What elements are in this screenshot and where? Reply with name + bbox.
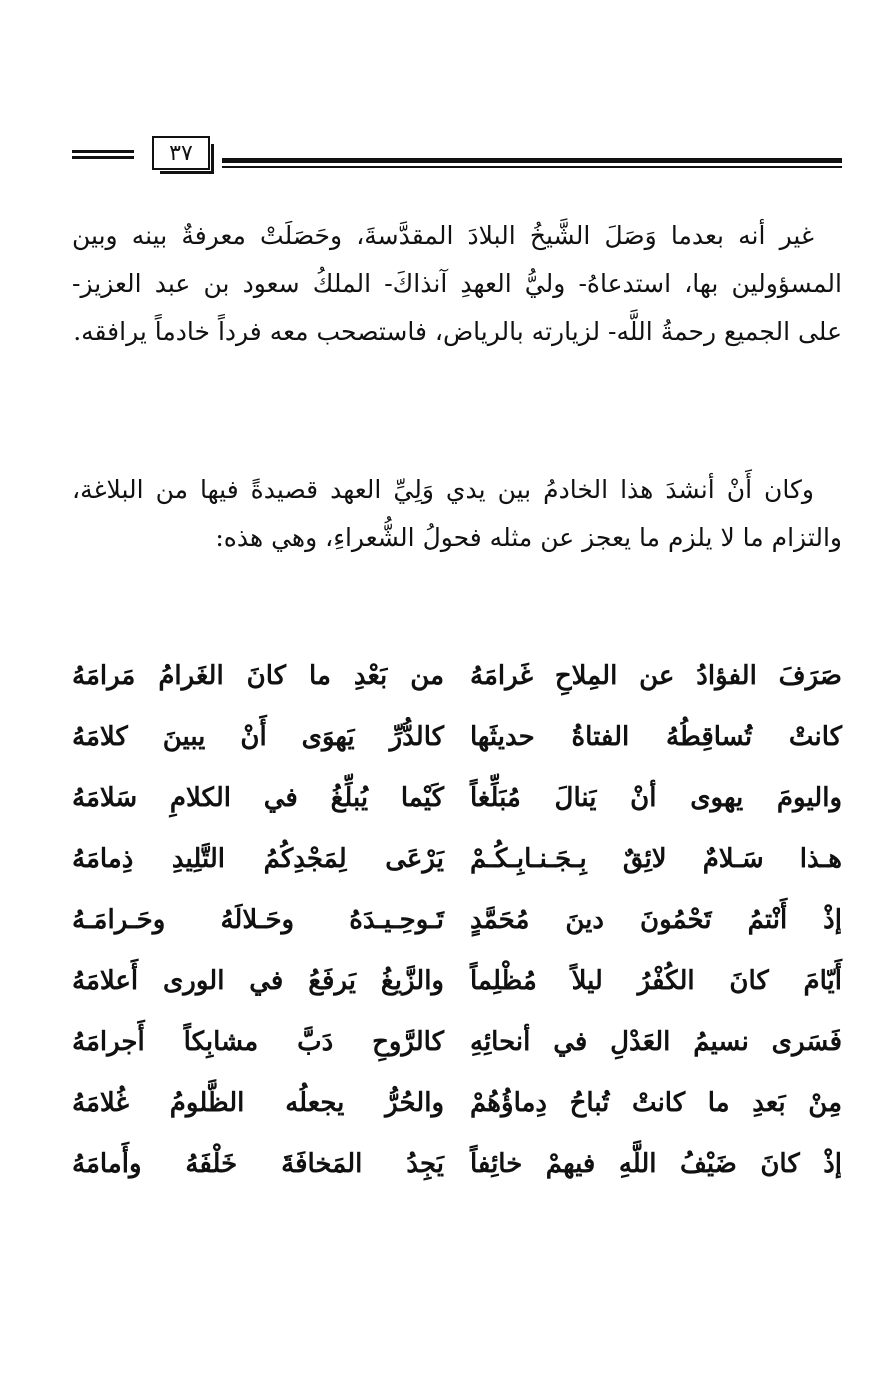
paragraph-text: غير أنه بعدما وَصَلَ الشَّيخُ البلادَ المقدَّسةَ، وحَصَلَتْ معرفةٌ بينه وبين المسؤولين بها، استدعاهُ- وليُّ العهدِ آنذاكَ- الملكُ سعود بن عبد العزيز- على الجميع رحمةُ اللَّه- لزيارته بالرياض، فاستصحب معه فرداً خادماً يرافقه. xyxy=(72,221,842,346)
verse-first-half: فَسَرى نسيمُ العَدْلِ في أنحائِهِ xyxy=(470,1027,842,1057)
verse-first-half: أَيّامَ كانَ الكُفْرُ ليلاً مُظْلِماً xyxy=(470,966,842,996)
paragraph-1 xyxy=(72,212,842,356)
verse-first-half: واليومَ يهوى أنْ يَنالَ مُبَلِّغاً xyxy=(470,783,842,813)
verse-second-half: يَجِدُ المَخافَةَ خَلْفَهُ وأَمامَهُ xyxy=(72,1149,444,1179)
poem-verse-8 xyxy=(72,1079,842,1140)
poem-verse-6 xyxy=(72,957,842,1018)
verse-second-half: والزَّيغُ يَرفَعُ في الورى أَعلامَهُ xyxy=(72,966,444,996)
verse-second-half: كالرَّوحِ دَبَّ مشابِكاً أَجرامَهُ xyxy=(72,1027,444,1057)
poem-verse-3 xyxy=(72,774,842,835)
poem-verse-5 xyxy=(72,896,842,957)
verse-first-half: مِنْ بَعدِ ما كانتْ تُباحُ دِماؤُهُمْ xyxy=(470,1088,842,1118)
verse-first-half: إذْ أَنْتمُ تَحْمُونَ دينَ مُحَمَّدٍ xyxy=(470,905,842,935)
poem-verse-2 xyxy=(72,713,842,774)
verse-first-half: هـذا سَـلامٌ لائِقٌ بِـجَـنـابِـكُـمْ xyxy=(470,844,842,874)
page-number: ٣٧ xyxy=(169,140,193,166)
paragraph-text: وكان أَنْ أنشدَ هذا الخادمُ بين يدي وَلِيِّ العهد قصيدةً فيها من البلاغة، والتزام ما لا يلزم ما يعجز عن مثله فحولُ الشُّعراءِ، وهي هذه: xyxy=(72,475,842,552)
verse-first-half: صَرَفَ الفؤادُ عن المِلاحِ غَرامَهُ xyxy=(470,661,842,691)
verse-second-half: يَرْعَى لِمَجْدِكُمُ التَّلِيدِ ذِمامَهُ xyxy=(72,844,444,874)
poem-verse-1 xyxy=(72,652,842,713)
page-number-box xyxy=(152,136,210,170)
verse-second-half: من بَعْدِ ما كانَ الغَرامُ مَرامَهُ xyxy=(72,661,444,691)
verse-second-half: كالدُّرِّ يَهوَى أَنْ يبينَ كلامَهُ xyxy=(72,722,444,752)
poem xyxy=(72,652,842,1201)
verse-first-half: كانتْ تُساقِطُهُ الفتاةُ حديثَها xyxy=(470,722,842,752)
header-rule-long xyxy=(222,158,842,168)
poem-verse-7 xyxy=(72,1018,842,1079)
paragraph-2 xyxy=(72,466,842,562)
poem-verse-4 xyxy=(72,835,842,896)
verse-first-half: إذْ كانَ ضَيْفُ اللَّهِ فيهمْ خائِفاً xyxy=(470,1149,842,1179)
verse-second-half: تَـوحِـيـدَهُ وحَـلالَهُ وحَـرامَـهُ xyxy=(72,905,444,935)
verse-second-half: والحُرُّ يجعلُه الظَّلومُ غُلامَهُ xyxy=(72,1088,444,1118)
poem-verse-9 xyxy=(72,1140,842,1201)
verse-second-half: كَيْما يُبلِّغُ في الكلامِ سَلامَهُ xyxy=(72,783,444,813)
page-header xyxy=(72,136,842,178)
header-rule-short xyxy=(72,150,134,159)
